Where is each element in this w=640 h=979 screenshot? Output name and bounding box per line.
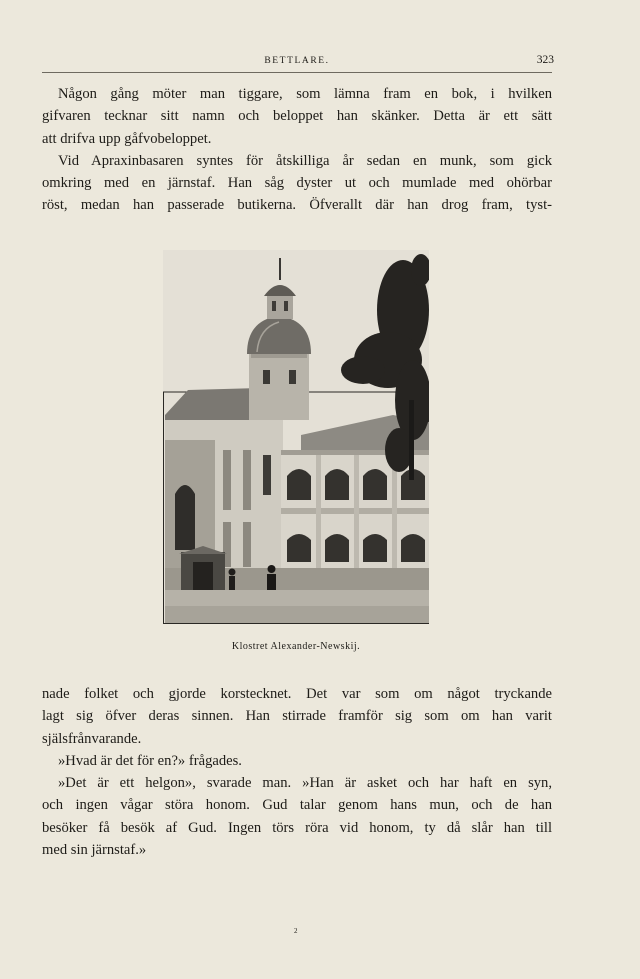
figure-caption: Klostret Alexander-Newskij. (231, 641, 361, 652)
text-line: gifvaren tecknar sitt namn och beloppet han skänker. Detta är ett sätt (42, 108, 552, 125)
running-header (42, 54, 552, 73)
text-line: »Hvad är det för en?» frågades. (58, 752, 242, 769)
running-title: BETTLARE. (264, 56, 330, 66)
text-line: Någon gång möter man tiggare, som lämna fram en bok, i hvilken (58, 86, 552, 102)
page-number: 323 (536, 54, 554, 66)
text-line: besöker få besök af Gud. Ingen törs röra vid honom, ty då slår han till (42, 819, 552, 836)
text-line: röst, medan han passerade butikerna. Öfverallt där han drog fram, tyst- (42, 197, 552, 214)
text-line: omkring med en järnstaf. Han såg dyster ut och mumlade med ohörbar (42, 175, 552, 192)
text-line: och ingen vågar störa honom. Gud talar genom hans mun, och de han (42, 797, 552, 814)
text-line: »Det är ett helgon», svarade man. »Han är asket och har haft en syn, (58, 775, 552, 792)
monastery-photograph (163, 250, 429, 624)
text-line: med sin järnstaf.» (42, 842, 147, 859)
text-block-top (42, 83, 552, 217)
text-line: Vid Apraxinbasaren syntes för åtskilliga år sedan en munk, som gick (58, 152, 552, 169)
text-line: att drifva upp gåfvobeloppet. (42, 130, 212, 147)
text-line: nade folket och gjorde korstecknet. Det var som om något tryckande (42, 686, 552, 702)
signature-mark: 2 (294, 927, 298, 935)
text-block-bottom (42, 683, 552, 861)
text-line: lagt sig öfver deras sinnen. Han stirrade framför sig som om han varit (42, 708, 552, 725)
text-line: själsfrånvarande. (42, 730, 142, 747)
